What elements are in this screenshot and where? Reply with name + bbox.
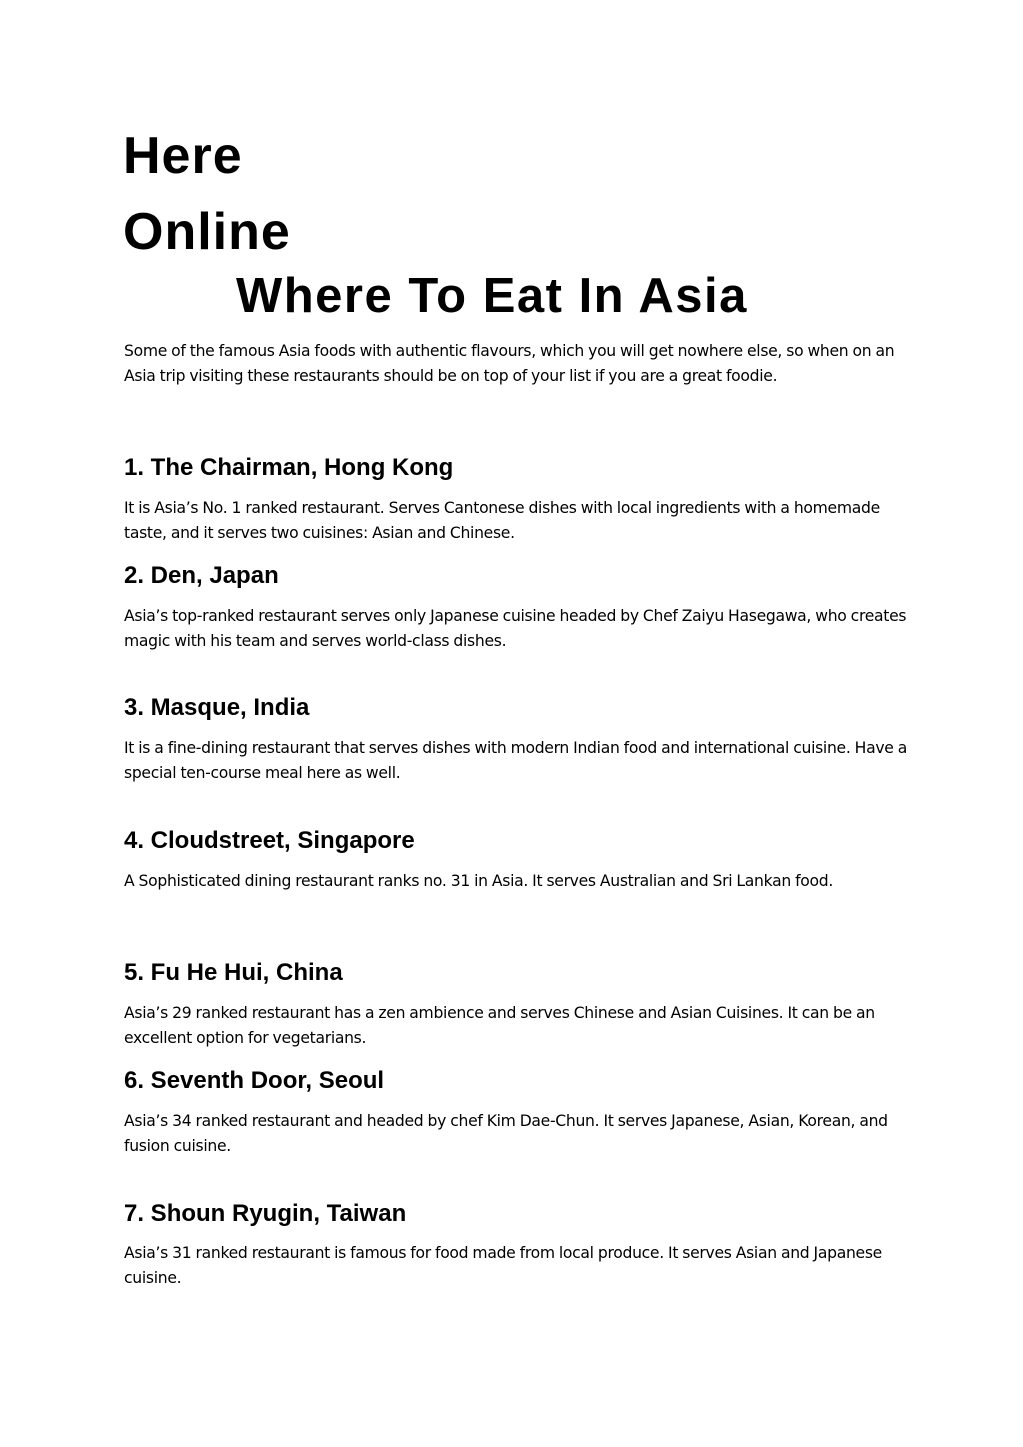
section-text-masque: It is a fine-dining restaurant that serves dishes with modern Indian food and international cuisine. Have a special ten-course meal here as well. xyxy=(124,739,907,782)
section-text-den: Asia’s top-ranked restaurant serves only Japanese cuisine headed by Chef Zaiyu Hasegawa, who creates magic with his team and serves world-class dishes. xyxy=(124,607,907,650)
section-text-seventh-door: Asia’s 34 ranked restaurant and headed by chef Kim Dae-Chun. It serves Japanese, Asian, Korean, and fusion cuisine. xyxy=(124,1112,888,1155)
section-title-shoun-ryugin: 7. Shoun Ryugin, Taiwan xyxy=(124,1200,407,1227)
section-title-masque: 3. Masque, India xyxy=(124,694,310,721)
section-title-cloudstreet: 4. Cloudstreet, Singapore xyxy=(124,827,415,854)
section-text-fu-he-hui: Asia’s 29 ranked restaurant has a zen ambience and serves Chinese and Asian Cuisines. It can be an excellent option for vegetarians. xyxy=(124,1004,875,1047)
section-text-cloudstreet: A Sophisticated dining restaurant ranks no. 31 in Asia. It serves Australian and Sri Lankan food. xyxy=(124,872,833,890)
section-title-den: 2. Den, Japan xyxy=(124,562,279,589)
section-title-chairman: 1. The Chairman, Hong Kong xyxy=(124,454,454,481)
intro-paragraph: Some of the famous Asia foods with authentic flavours, which you will get nowhere else, so when on an Asia trip visiting these restaurants should be on top of your list if you are a great foodie. xyxy=(124,342,895,385)
header-line-here: Here xyxy=(123,127,243,185)
page-title: Where To Eat In Asia xyxy=(236,269,748,323)
section-text-chairman: It is Asia’s No. 1 ranked restaurant. Serves Cantonese dishes with local ingredients with a homemade taste, and it serves two cuisines: Asian and Chinese. xyxy=(124,499,880,542)
section-title-seventh-door: 6. Seventh Door, Seoul xyxy=(124,1067,385,1094)
section-title-fu-he-hui: 5. Fu He Hui, China xyxy=(124,959,343,986)
header-line-online: Online xyxy=(123,203,291,261)
section-text-shoun-ryugin: Asia’s 31 ranked restaurant is famous for food made from local produce. It serves Asian and Japanese cuisine. xyxy=(124,1244,882,1287)
